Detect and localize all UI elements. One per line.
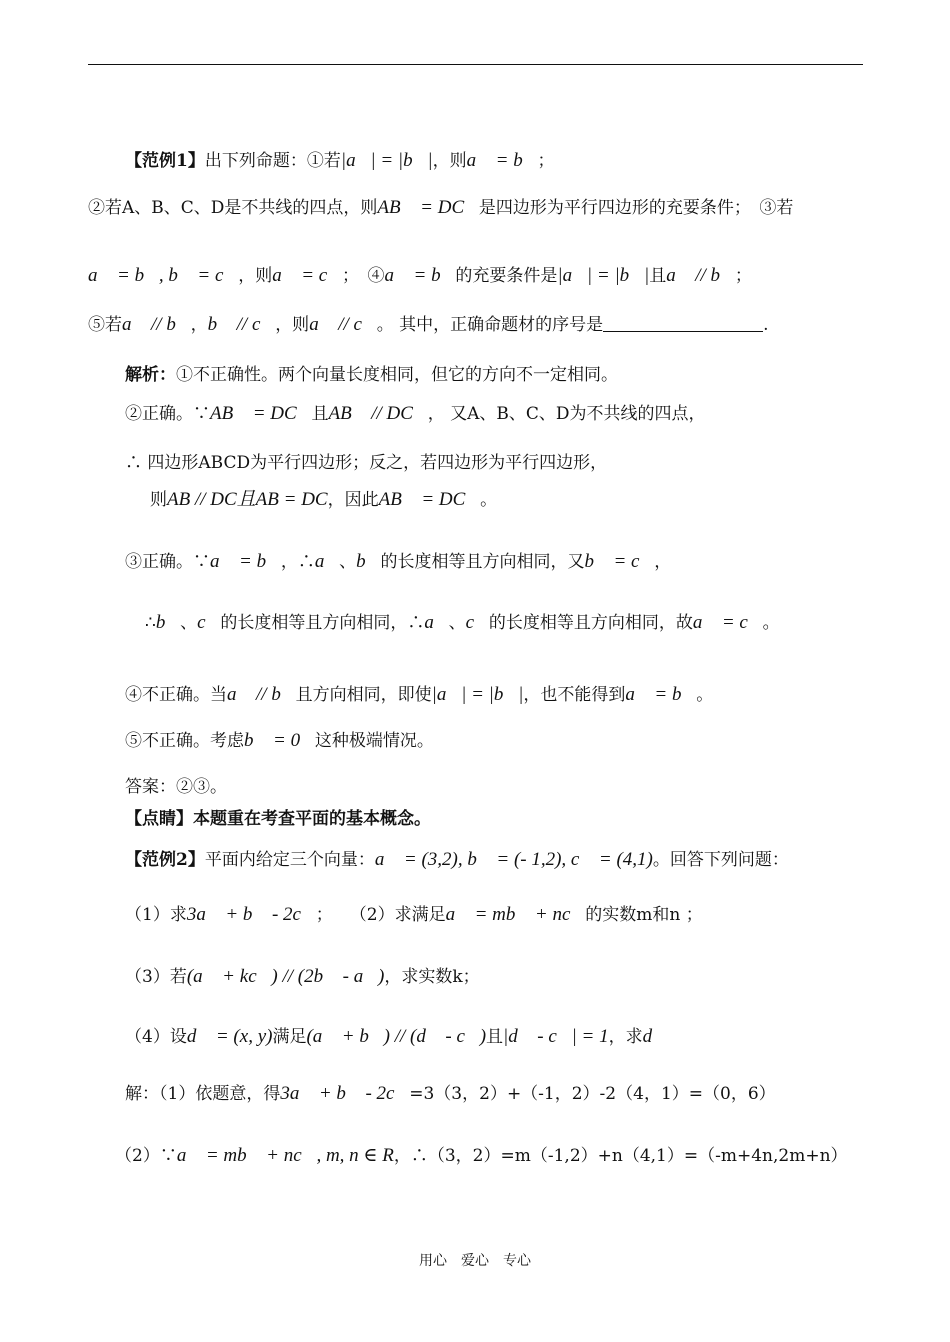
- example2-tag: 【范例2】: [125, 850, 205, 870]
- formula: |a⃗| = |b⃗|: [557, 265, 650, 286]
- answer-line: 答案：②③。: [125, 777, 227, 797]
- formula: d: [642, 1026, 653, 1047]
- answer-blank: [603, 315, 763, 332]
- solution-2: （2）∵a⃗ = mb⃗ + nc⃗, m, n ∈ R，∴（3，2）=m（-1,2）+n（4,1）=（-m+4n,2m+n）: [115, 1145, 848, 1166]
- question-4: （4）设d⃗ = (x, y)满足(a⃗ + b⃗) // (d⃗ - c⃗)且|d⃗ - c⃗| = 1，求d: [125, 1026, 653, 1047]
- formula: 3a⃗ + b⃗ - 2c⃗: [280, 1083, 410, 1104]
- analysis-line3: ∴ 四边形ABCD为平行四边形；反之，若四边形为平行四边形，: [125, 453, 608, 473]
- analysis-line5: ③正确。∵a⃗ = b⃗，∴a⃗、b⃗的长度相等且方向相同，又b⃗ = c⃗，: [125, 551, 672, 572]
- example1-line1: 【范例1】出下列命题：①若|a⃗| = |b⃗|，则a⃗ = b⃗；: [125, 150, 555, 171]
- note-line: 【点睛】本题重在考查平面的基本概念。: [125, 809, 431, 829]
- formula: a⃗: [314, 551, 340, 572]
- formula: a⃗ = b⃗: [466, 150, 538, 171]
- formula: a⃗ // b⃗: [122, 314, 191, 335]
- formula: |a⃗| = |b⃗|: [431, 684, 524, 705]
- formula: |a⃗| = |b⃗|: [340, 150, 433, 171]
- example1-line2: ②若A、B、C、D是不共线的四点，则AB⃗ = DC⃗是四边形为平行四边形的充要条件； ③若: [88, 197, 794, 218]
- example1-tag: 【范例1】: [125, 151, 205, 171]
- example1-line4: ⑤若a⃗ // b⃗，b⃗ // c⃗，则a⃗ // c⃗。 其中，正确命题材的序号是 .: [88, 314, 769, 335]
- analysis-line4: 则AB // DC且AB = DC，因此AB⃗ = DC⃗。: [150, 489, 498, 510]
- formula: a⃗ // c⃗: [309, 314, 377, 335]
- formula: AB⃗ = DC⃗: [378, 489, 481, 510]
- question-3: （3）若(a⃗ + kc⃗) // (2b⃗ - a⃗)，求实数k；: [125, 966, 480, 987]
- formula: 3a⃗ + b⃗ - 2c⃗: [186, 904, 316, 925]
- analysis-line2: ②正确。∵AB⃗ = DC⃗且AB⃗ // DC⃗， 又A、B、C、D为不共线的四点，: [125, 403, 706, 424]
- formula: d⃗ = (x, y): [186, 1026, 273, 1047]
- formula: |d⃗ - c⃗| = 1: [503, 1026, 609, 1047]
- formula: a⃗ = c⃗: [692, 612, 763, 633]
- formula: AB⃗ = DC⃗: [377, 197, 479, 218]
- formula: a⃗ = (3,2), b⃗ = (- 1,2), c⃗ = (4,1): [374, 849, 653, 870]
- formula: c⃗: [197, 612, 221, 633]
- formula: b⃗ = 0⃗: [244, 730, 315, 751]
- formula: a⃗ // b⃗: [666, 265, 735, 286]
- question-1-2: （1）求3a⃗ + b⃗ - 2c⃗； （2）求满足a⃗ = mb⃗ + nc⃗的实数m和n ；: [125, 904, 703, 925]
- formula: a⃗: [424, 612, 449, 633]
- formula: a⃗ = b⃗: [625, 684, 697, 705]
- formula: a⃗ = b⃗: [210, 551, 281, 572]
- formula: AB⃗ // DC⃗: [328, 403, 428, 424]
- formula: a⃗ = b⃗, b⃗ = c⃗: [88, 265, 239, 286]
- formula: a⃗ = mb⃗ + nc⃗, m, n ∈ R: [176, 1145, 394, 1166]
- formula: a⃗ // b⃗: [227, 684, 296, 705]
- example1-line3: a⃗ = b⃗, b⃗ = c⃗，则a⃗ = c⃗； ④a⃗ = b⃗的充要条件是|a⃗| = |b⃗|且a⃗ // b⃗；: [88, 265, 752, 286]
- analysis-line8: ⑤不正确。考虑b⃗ = 0⃗这种极端情况。: [125, 730, 434, 751]
- analysis-line7: ④不正确。当a⃗ // b⃗且方向相同，即使|a⃗| = |b⃗|，也不能得到a⃗ = b⃗。: [125, 684, 714, 705]
- analysis-line6: ∴b⃗、c⃗的长度相等且方向相同，∴a⃗、c⃗的长度相等且方向相同，故a⃗ = c⃗。: [145, 612, 780, 633]
- formula: b⃗: [155, 612, 181, 633]
- formula: (a⃗ + kc⃗) // (2b⃗ - a⃗): [186, 966, 385, 987]
- formula: b⃗ // c⃗: [207, 314, 276, 335]
- example2-line1: 【范例2】平面内给定三个向量：a⃗ = (3,2), b⃗ = (- 1,2), c⃗ = (4,1)。回答下列问题：: [125, 849, 789, 870]
- formula: AB⃗ = DC⃗: [210, 403, 312, 424]
- formula: a⃗ = mb⃗ + nc⃗: [445, 904, 586, 925]
- formula: a⃗ = c⃗: [272, 265, 343, 286]
- formula: a⃗ = b⃗: [384, 265, 456, 286]
- analysis-line1: 解析：①不正确性。两个向量长度相同，但它的方向不一定相同。: [125, 365, 618, 385]
- analysis-tag: 解析：: [125, 365, 176, 385]
- formula: AB // DC且AB = DC: [167, 489, 328, 510]
- header-rule: [88, 64, 863, 65]
- formula: (a⃗ + b⃗) // (d⃗ - c⃗): [306, 1026, 487, 1047]
- page-footer: 用心 爱心 专心: [419, 1253, 531, 1269]
- formula: b⃗: [356, 551, 381, 572]
- formula: c⃗: [465, 612, 489, 633]
- formula: b⃗ = c⃗: [584, 551, 655, 572]
- solution-1: 解：（1）依题意，得3a⃗ + b⃗ - 2c⃗=3（3，2）+（-1，2）-2（4，1）=（0，6）: [125, 1083, 776, 1104]
